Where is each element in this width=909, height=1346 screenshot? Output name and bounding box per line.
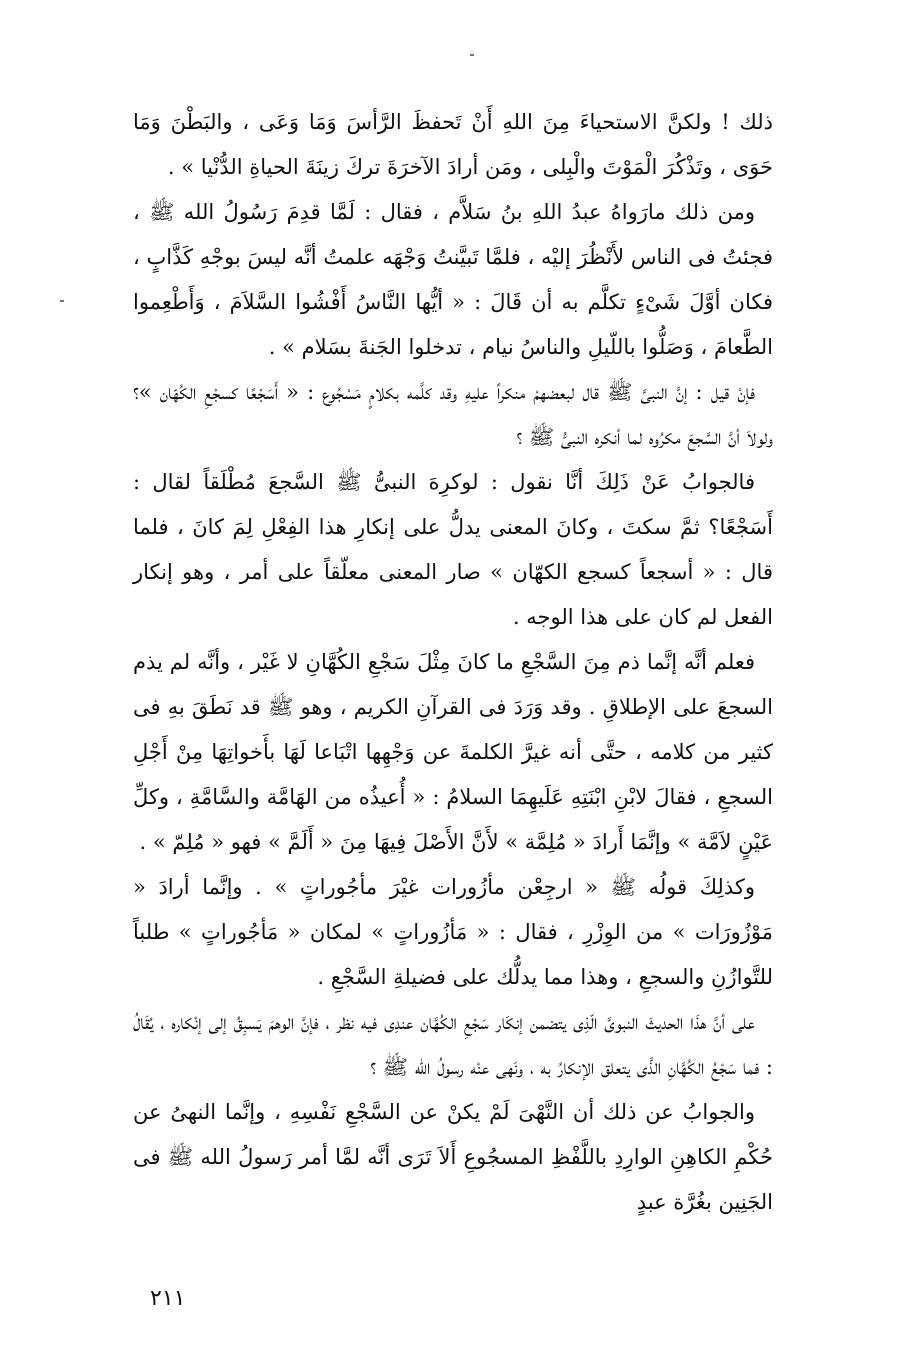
paragraph: والجوابُ عن ذلك أن النَّهْىَ لَمْ يكنْ عن السَّجْعِ نَفْسِهِ ، وإنَّما النهىُ عن حُكْمِ الكاهِنِ الوارِدِ باللَّفْظِ المسجُوعِ أَلاَ تَرَى أنَّه لمَّا أمر رَسولُ الله ﷺ فى الجَنِين بغُرَّة عبدٍ (133, 1100, 773, 1214)
paragraph: ذلك ! ولكنَّ الاستحياءَ مِنَ اللهِ أَنْ تَحفظَ الرَّأسَ وَمَا وَعَى ، والبَطْنَ وَمَا حَوَى ، وتَذْكُرَ الْمَوْتَ والْبِلى ، ومَن أرادَ الآخرَةَ تركَ زينَةَ الحياةِ الدُّنْيا » . (133, 110, 773, 179)
paragraph: وكذلِكَ قولُه ﷺ « ارجِعْن مأزُورات غيْرَ مأجُوراتٍ » . وإنَّما أرادَ « مَوْزُورَات » من الوِزْرِ ، فقال : « مَأزُوراتٍ » لمكان « مَأجُوراتٍ » طلباً للتَّوازُنِ والسجعِ ، وهذا مما يدلُّك على فضيلةِ السَّجْعِ . (133, 875, 773, 989)
stray-mark (470, 54, 474, 56)
paragraph: فالجوابُ عَنْ ذَلِكَ أنَّا نقول : لوكرِهَ النبىُّ ﷺ السَّجعَ مُطْلَقاً لقال : أَسَجْعًا؟ ثمَّ سكتَ ، وكانَ المعنى يدلُّ على إنكارِ هذا الفِعْلِ لِمَ كانَ ، فلما قال : « أسجعاً كسجع الكهّان » صار المعنى معلّقاً على أمر ، وهو إنكار الفعل لم كان على هذا الوجه . (133, 470, 773, 629)
paragraph: ومن ذلك مارَواهُ عبدُ اللهِ بنُ سَلاَّم ، فقال : لَمَّا قدِمَ رَسُولُ الله ﷺ ، فجئتُ فى الناس لأَنْظُرَ إليْه ، فلمَّا تَبيَّنتُ وَجْهَه علمتُ أنَّه ليسَ بوجْهِ كَذَّابٍ ، فكان أوَّلَ شَىْءٍ تكلَّم به أن قَالَ : « أيُّها النَّاسُ أَفْشُوا السَّلاَمَ ، وَأَطْعِموا الطَّعامَ ، وَصَلُّوا باللّيلِ والناسُ نيام ، تدخلوا الجَنةَ بسَلام » . (133, 200, 773, 359)
body-text (133, 100, 773, 1225)
stray-mark (60, 300, 64, 302)
paragraph: فعلم أنَّه إنَّما ذم مِنَ السَّجْعِ ما كانَ مِثْلَ سَجْعِ الكُهَّانِ لا غَيْر ، وأنَّه لم يذم السجعَ على الإطلاقِ . وقد وَرَدَ فى القرآنِ الكريم ، وهو ﷺ قد نَطَقَ بهِ فى كثير من كلامه ، حتَّى أنه غيرَّ الكلمةَ عن وَجْهِها اتْبَاعا لَهَا بأَخواتِهَا مِنْ أَجْلِ السجعِ ، فقالَ لابْنِ ابْنَتِهِ عَلَيهِمَا السلامُ : « أُعيذُه من الهَامَّة والسَّامَّةِ ، وكلِّ عَيْنٍ لاَمَّة » وإنَّمَا أَرادَ « مُلِمَّة » لأَنَّ الأَصْلَ فِيهَا مِنَ « أَلَمَّ » فهو « مُلِمّ » . (133, 650, 773, 854)
paragraph: فإنْ قيل : إنَّ النبىَّ ﷺ قال لبعضهمْ منكراً عليهِ وقد كلَّمه بكلامٍ مَسْجُوع : « أَسَجْعًا كسجْعِ الكُهّان »؟ ولولاَ أنَّ السَّجعَ مكرُوه لما أنكره النبىُّ ﷺ ؟ (133, 380, 773, 449)
page-number: ٢١١ (150, 1286, 186, 1311)
paragraph: على أنَّ هذَا الحديثَ النبوىَّ الّذِى يتضمن إنكَار سَجْعِ الكُهَّان عندِى فيه نظر ، فإنَّ الوهمَ يَسبِقُ إلى إنْكاره ، يُقَالُ : فما سَجْعُ الكُهَّانِ الذَّى يتعلق الإنكارُ به ، ونَهى عنْه رسولُ الله ﷺ ؟ (133, 1010, 773, 1079)
